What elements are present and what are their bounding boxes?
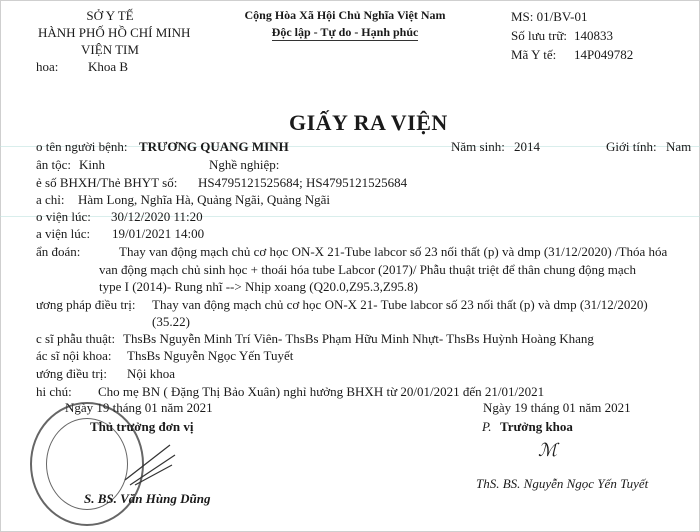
right-role: Trưởng khoa <box>500 419 573 434</box>
left-signer-name: S. BS. Văn Hùng Dũng <box>84 491 211 506</box>
scan-streak <box>0 216 700 217</box>
direction-label: ướng điều trị: <box>36 366 107 381</box>
ethnic-label: ân tộc: <box>36 157 72 172</box>
insurance-number: HS4795121525684; HS4795121525684 <box>198 175 408 190</box>
diagnosis-line: type I (2014)- Rung nhĩ --> Nhịp xoang (Q20.0,Z95.3,Z95.8) <box>99 279 418 294</box>
internist: ThsBs Nguyễn Ngọc Yến Tuyết <box>127 348 294 363</box>
org-line3: VIỆN TIM <box>81 42 139 57</box>
archive-label: Số lưu trữ: <box>511 28 567 43</box>
khoa-value: Khoa B <box>88 59 129 74</box>
medical-code-label: Mã Y tế: <box>511 47 557 62</box>
khoa-label: hoa: <box>36 59 59 74</box>
right-signature: ℳ <box>538 440 558 460</box>
surgeon-label: c sĩ phẫu thuật: <box>36 331 116 346</box>
direction: Nội khoa <box>127 366 176 381</box>
left-role: Thủ trưởng đơn vị <box>90 419 194 434</box>
insurance-label: ẻ số BHXH/Thẻ BHYT số: <box>36 175 178 190</box>
internist-label: ác sĩ nội khoa: <box>36 348 112 363</box>
medical-code: 14P049782 <box>574 47 634 62</box>
diagnosis-line: van động mạch chủ sinh học + thoái hóa tube Labcor (2017)/ Phẫu thuật triệt để thân chung động mạch <box>99 262 636 277</box>
surgeons: ThsBs Nguyễn Minh Trí Viên- ThsBs Phạm Hữu Minh Nhựt- ThsBs Huỳnh Hoàng Khang <box>123 331 594 346</box>
org-line2: HÀNH PHỐ HỒ CHÍ MINH <box>38 25 191 40</box>
ethnic: Kinh <box>79 157 105 172</box>
right-signer-name: ThS. BS. Nguyễn Ngọc Yến Tuyết <box>476 476 649 491</box>
birth-year: 2014 <box>514 139 540 154</box>
form-code: MS: 01/BV-01 <box>511 9 588 24</box>
address-label: a chỉ: <box>36 192 65 207</box>
admit-label: o viện lúc: <box>36 209 91 224</box>
diagnosis-line: Thay van động mạch chủ cơ học ON-X 21-Tube labcor số 23 nối thất (p) và dmp (31/12/2020) /Thóa hóa <box>119 244 668 259</box>
name-label: o tên người bệnh: <box>36 139 128 154</box>
note: Cho mẹ BN ( Đặng Thị Bảo Xuân) nghỉ hưởng BHXH từ 20/01/2021 đến 21/01/2021 <box>98 384 545 399</box>
admit-time: 30/12/2020 11:20 <box>111 209 203 224</box>
patient-name: TRƯƠNG QUANG MINH <box>139 139 289 154</box>
org-line1: SỞ Y TẾ <box>86 8 134 23</box>
gender: Nam <box>666 139 692 154</box>
treatment-line: Thay van động mạch chủ cơ học ON-X 21- Tube labcor số 23 nối thất (p) và dmp (31/12/2020) <box>152 297 648 312</box>
diagnosis-label: ẩn đoán: <box>36 244 81 259</box>
discharge-label: a viện lúc: <box>36 226 91 241</box>
address: Hàm Long, Nghĩa Hà, Quảng Ngãi, Quảng Ngãi <box>78 192 330 207</box>
national-motto-sub: Độc lập - Tự do - Hạnh phúc <box>271 25 419 39</box>
archive-number: 140833 <box>574 28 613 43</box>
left-date: Ngày 19 tháng 01 năm 2021 <box>65 400 213 415</box>
note-label: hi chú: <box>36 384 72 399</box>
job-label: Nghề nghiệp: <box>209 157 280 172</box>
discharge-time: 19/01/2021 14:00 <box>112 226 205 241</box>
document-title: GIẤY RA VIỆN <box>289 110 448 135</box>
birth-label: Năm sinh: <box>451 139 505 154</box>
left-signature-icon <box>120 440 180 490</box>
right-prefix: P. <box>482 419 492 434</box>
treatment-line: (35.22) <box>152 314 190 329</box>
national-motto: Cộng Hòa Xã Hội Chủ Nghĩa Việt Nam <box>244 8 446 22</box>
treatment-label: ương pháp điều trị: <box>36 297 136 312</box>
right-date: Ngày 19 tháng 01 năm 2021 <box>483 400 631 415</box>
national-motto-sub-wrap <box>240 25 450 40</box>
gender-label: Giới tính: <box>606 139 657 154</box>
